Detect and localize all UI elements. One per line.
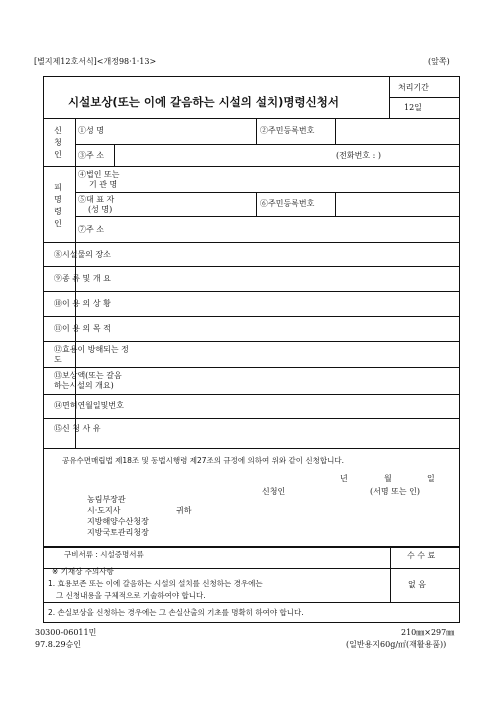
title: 시설보상(또는 이에 갈음하는 시설의 설치)명령신청서 (68, 95, 339, 109)
statement: 공유수면매립법 제18조 및 동법시행령 제27조의 규정에 의하여 위와 같이 신청합니다. (62, 456, 345, 465)
approval-date: 97.8.29승인 (35, 640, 81, 649)
hindrance-label-2: 도 (54, 355, 62, 364)
recipient-3: 지방해양수산청장 (87, 517, 149, 526)
notes-title: ※ 기재상 주의사항 (52, 567, 114, 576)
purpose-label: ⑪이 용 의 목 적 (54, 324, 111, 333)
applicant-sign-label: 신청인 (262, 487, 286, 496)
compensation-label-2: 하는시설의 개요) (54, 381, 114, 390)
applicant-id-value[interactable] (337, 120, 458, 142)
year-label: 년 (340, 474, 348, 483)
site-label: ⑧시설물의 장소 (54, 250, 111, 259)
note-1a: 1. 효용보존 또는 이에 갈음하는 시설의 설치를 신청하는 경우에는 (48, 579, 263, 588)
type-label: ⑨종 류 및 개 요 (54, 274, 111, 283)
respondent-id-label: ⑥주민등록번호 (260, 199, 315, 208)
compensation-label-1: ⑬보상액(또는 갈음 (54, 371, 122, 380)
day-label: 일 (427, 474, 435, 483)
recipient-4: 지방국토관리청장 (87, 528, 149, 537)
rep-label-2: (성 명) (88, 205, 113, 214)
applicant-section-label: 신청인 (54, 126, 62, 159)
month-label: 월 (384, 474, 392, 483)
applicant-phone-label: (전화번호 : ) (336, 151, 381, 160)
recipient-2: 시·도지사 (87, 506, 121, 515)
usage-label: ⑩이 용 의 상 황 (54, 299, 111, 308)
respondent-address-label: ⑦주 소 (78, 225, 104, 234)
fee-label: 수 수 료 (407, 551, 436, 560)
note-1b: 그 신청내용을 구체적으로 기술하여야 합니다. (56, 591, 206, 600)
corp-label-1: ④법인 또는 (78, 170, 120, 179)
license-label: ⑭면허연월일및번호 (54, 401, 124, 410)
recipient-1: 농림부장관 (87, 495, 126, 504)
corp-label-2: 기 관 명 (89, 180, 118, 189)
respondent-section-label: 피명령인 (54, 183, 62, 228)
honorific: 귀하 (176, 506, 192, 515)
fee-value: 없 음 (408, 580, 426, 589)
note-2: 2. 손실보상을 신청하는 경우에는 그 손실산출의 기초를 명확히 하여야 합니다. (48, 608, 304, 617)
processing-label: 처리기간 (398, 83, 429, 92)
applicant-id-label: ②주민등록번호 (260, 126, 315, 135)
attachments: 구비서류 : 시설증명서류 (64, 550, 144, 559)
applicant-name-value[interactable] (176, 120, 256, 142)
paper-type: (일반용지60g/㎡(재활용품)) (346, 640, 447, 649)
applicant-address-label: ③주 소 (78, 151, 104, 160)
reason-label: ⑮신 청 사 유 (54, 424, 101, 433)
processing-period: 12일 (404, 103, 422, 112)
paper-size: 210㎜×297㎜ (401, 628, 455, 637)
form-number: [별지제12호서식]<개정98·1·13> (34, 57, 157, 66)
applicant-name-label: ①성 명 (78, 126, 104, 135)
rep-label-1: ⑤대 표 자 (78, 195, 115, 204)
hindrance-label-1: ⑫효용이 방해되는 정 (54, 345, 129, 354)
form-code: 30300-06011민 (35, 628, 97, 637)
page-side: (앞쪽) (428, 57, 450, 66)
signature-label: (서명 또는 인) (370, 487, 420, 496)
